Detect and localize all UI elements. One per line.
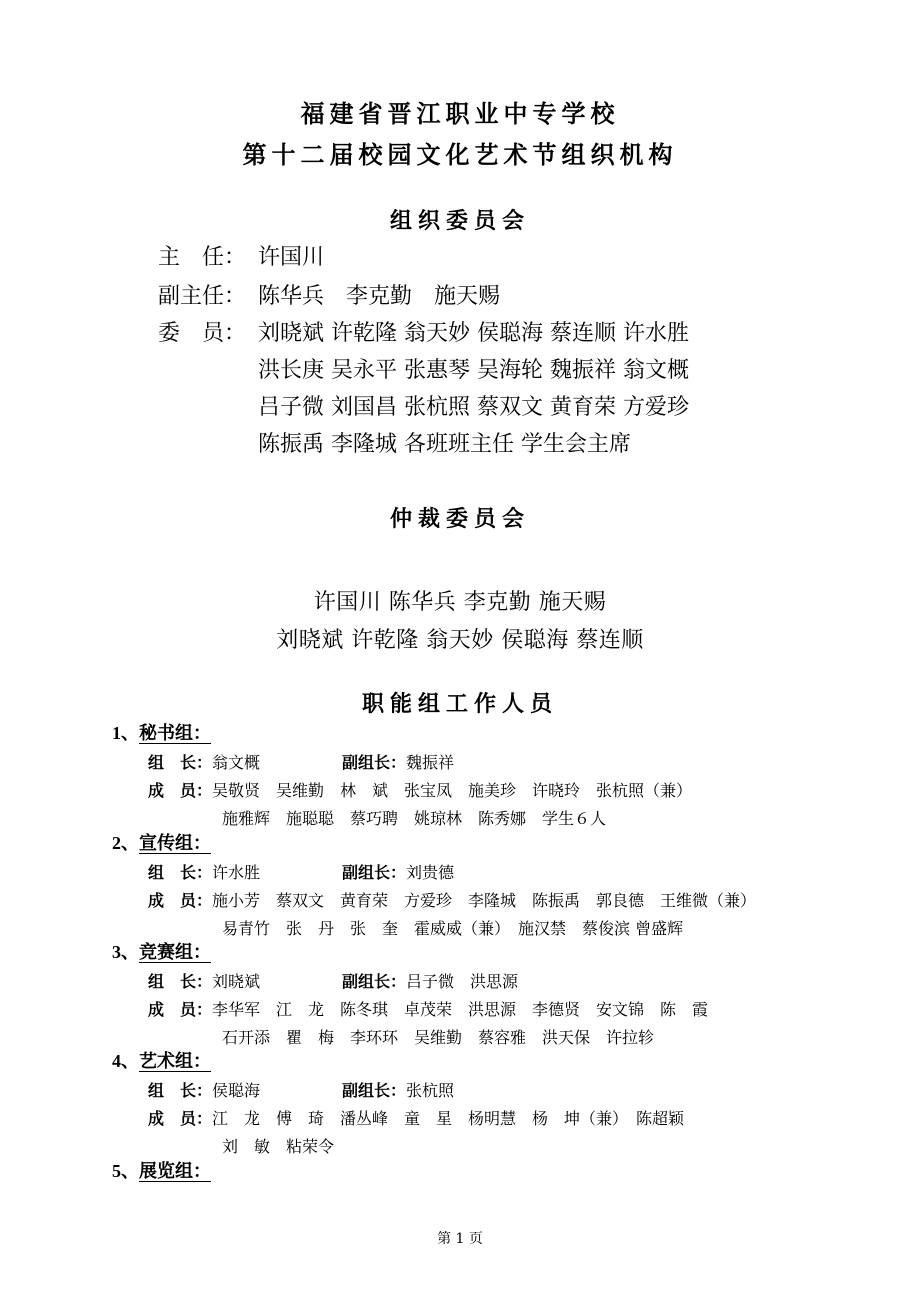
section-number: 1、 [112,723,139,743]
org-committee-heading: 组织委员会 [389,209,530,234]
vice-leader-label: 副组长： [342,753,407,772]
vice-leader-name: 张杭照 [406,1081,455,1100]
vice-leader-row [342,1078,454,1101]
section-name: 宣传组： [139,833,211,854]
member-row [148,888,756,911]
member-label: 成 员： [148,781,213,800]
leader-row [148,860,260,883]
member-label: 成 员： [148,891,213,910]
section-header-competition [112,938,233,964]
member-line: 石开添 瞿 梅 李环环 吴维勤 蔡容雅 洪天保 许拉轸 [222,1028,655,1047]
member-row [148,997,708,1020]
section-name: 竞赛组： [139,942,211,963]
vice-leader-name: 吕子微 洪思源 [406,972,519,991]
member-line: 刘 敏 粘荣令 [222,1137,335,1156]
members-line: 洪长庚 吴永平 张惠琴 吴海轮 魏振祥 翁文概 [258,358,689,383]
vice-director-label: 副主任： [158,284,247,309]
staff-heading: 职能组工作人员 [361,692,558,717]
page-number: 第 1 页 [437,1231,483,1247]
vice-director-names: 陈华兵 李克勤 施天赐 [258,284,501,309]
member-label: 成 员： [148,1000,213,1019]
vice-leader-label: 副组长： [342,1081,407,1100]
arbitration-heading: 仲裁委员会 [389,507,530,532]
leader-label: 组 长： [148,1081,213,1100]
section-number: 3、 [112,942,139,962]
section-number: 4、 [112,1051,139,1071]
member-line: 施雅辉 施聪聪 蔡巧聘 姚琼林 陈秀娜 学生６人 [222,809,607,828]
leader-label: 组 长： [148,972,213,991]
leader-name: 许水胜 [212,863,261,882]
section-number: 2、 [112,833,139,853]
director-row [158,240,324,271]
member-label: 成 员： [148,1109,213,1128]
section-header-exhibition [112,1157,233,1183]
vice-leader-row [342,860,454,883]
section-header-secretariat [112,719,233,745]
section-header-publicity [112,829,233,855]
member-line: 李华军 江 龙 陈冬琪 卓茂荣 洪思源 李德贤 安文锦 陈 霞 [212,1000,709,1019]
arbitration-line: 许国川 陈华兵 李克勤 施天赐 [313,590,607,615]
member-line: 施小芳 蔡双文 黄育荣 方爱珍 李隆城 陈振禹 郭良德 王维微（兼） [212,891,757,910]
vice-leader-label: 副组长： [342,863,407,882]
vice-leader-row [342,750,454,773]
members-label: 委 员： [158,321,247,346]
member-line: 吴敬贤 吴维勤 林 斌 张宝凤 施美珍 许晓玲 张杭照（兼） [212,781,693,800]
section-header-arts [112,1047,233,1073]
leader-name: 刘晓斌 [212,972,261,991]
section-number: 5、 [112,1161,139,1181]
section-name: 艺术组： [139,1051,211,1072]
leader-label: 组 长： [148,863,213,882]
director-name: 许国川 [258,245,325,270]
leader-row [148,750,260,773]
leader-row [148,1078,260,1101]
leader-name: 翁文概 [212,753,261,772]
document-title: 福建省晋江职业中专学校 [300,100,620,128]
vice-leader-name: 魏振祥 [406,753,455,772]
members-line: 陈振禹 李隆城 各班班主任 学生会主席 [258,432,631,457]
members-line: 刘晓斌 许乾隆 翁天妙 侯聪海 蔡连顺 许水胜 [258,321,689,346]
members-line: 吕子微 刘国昌 张杭照 蔡双文 黄育荣 方爱珍 [258,395,689,420]
section-name: 展览组： [139,1161,211,1182]
document-subtitle: 第十二届校园文化艺术节组织机构 [242,141,678,169]
leader-row [148,969,260,992]
member-row [148,778,692,801]
member-row [148,1106,684,1129]
arbitration-line: 刘晓斌 许乾隆 翁天妙 侯聪海 蔡连顺 [276,628,644,653]
leader-label: 组 长： [148,753,213,772]
vice-leader-name: 刘贵德 [406,863,455,882]
vice-leader-row [342,969,518,992]
leader-name: 侯聪海 [212,1081,261,1100]
member-line: 江 龙 傅 琦 潘丛峰 童 星 杨明慧 杨 坤（兼） 陈超颖 [212,1109,685,1128]
director-label: 主 任： [158,245,247,270]
vice-leader-label: 副组长： [342,972,407,991]
member-line: 易青竹 张 丹 张 奎 霍威威（兼） 施汉禁 蔡俊滨 曾盛辉 [222,919,684,938]
members-row [158,316,689,347]
vice-director-row [158,279,500,310]
section-name: 秘书组： [139,723,211,744]
